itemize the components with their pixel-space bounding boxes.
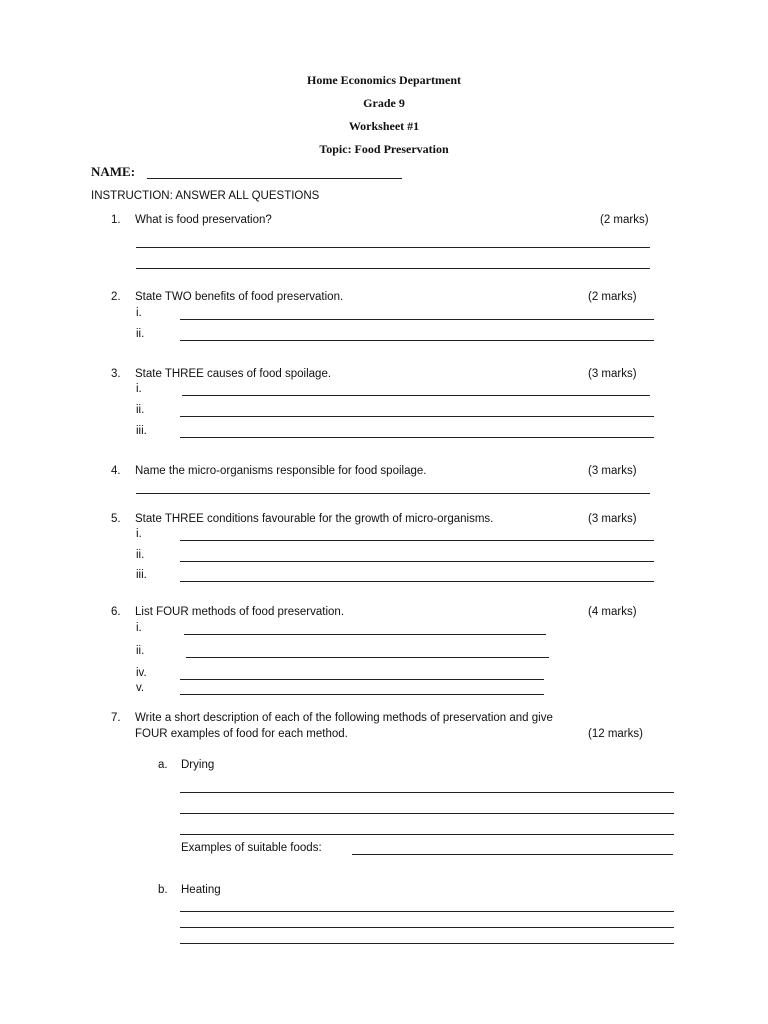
question-text: List FOUR methods of food preservation. bbox=[135, 606, 345, 618]
item-label: i. bbox=[136, 307, 142, 319]
instruction: INSTRUCTION: ANSWER ALL QUESTIONS bbox=[91, 190, 320, 202]
answer-line[interactable] bbox=[180, 813, 674, 814]
question-number: 1. bbox=[111, 214, 121, 226]
answer-line[interactable] bbox=[136, 268, 650, 269]
worksheet-title: Worksheet #1 bbox=[348, 119, 420, 133]
item-label: iii. bbox=[136, 569, 147, 581]
examples-label: Examples of suitable foods: bbox=[181, 842, 322, 854]
part-label-drying: Drying bbox=[181, 759, 215, 771]
name-field[interactable] bbox=[147, 178, 402, 179]
answer-line[interactable] bbox=[180, 319, 654, 320]
item-label: i. bbox=[136, 383, 142, 395]
answer-line[interactable] bbox=[180, 437, 654, 438]
answer-line[interactable] bbox=[180, 561, 654, 562]
item-label: i. bbox=[136, 528, 142, 540]
marks: (3 marks) bbox=[588, 513, 637, 525]
question-number: 4. bbox=[111, 465, 121, 477]
marks: (2 marks) bbox=[600, 214, 649, 226]
question-text: Name the micro-organisms responsible for food spoilage. bbox=[135, 465, 427, 477]
question-text: State THREE conditions favourable for the growth of micro-organisms. bbox=[135, 513, 494, 525]
answer-line[interactable] bbox=[186, 657, 549, 658]
question-text: State THREE causes of food spoilage. bbox=[135, 368, 332, 380]
marks: (3 marks) bbox=[588, 368, 637, 380]
answer-line[interactable] bbox=[180, 927, 674, 928]
item-label: v. bbox=[136, 682, 145, 694]
answer-line[interactable] bbox=[180, 416, 654, 417]
part-letter: b. bbox=[158, 884, 168, 896]
question-text: What is food preservation? bbox=[135, 214, 272, 226]
topic-title: Topic: Food Preservation bbox=[319, 142, 449, 156]
item-label: ii. bbox=[136, 645, 145, 657]
answer-line[interactable] bbox=[180, 943, 674, 944]
answer-line[interactable] bbox=[180, 792, 674, 793]
question-text: State TWO benefits of food preservation. bbox=[135, 291, 344, 303]
answer-line[interactable] bbox=[180, 834, 674, 835]
part-label-heating: Heating bbox=[181, 884, 221, 896]
answer-line[interactable] bbox=[180, 581, 654, 582]
answer-line[interactable] bbox=[180, 679, 544, 680]
grade-title: Grade 9 bbox=[363, 96, 405, 110]
question-number: 6. bbox=[111, 606, 121, 618]
item-label: ii. bbox=[136, 328, 145, 340]
examples-answer-line[interactable] bbox=[352, 854, 673, 855]
answer-line[interactable] bbox=[180, 694, 544, 695]
question-number: 7. bbox=[111, 712, 121, 724]
question-number: 3. bbox=[111, 368, 121, 380]
answer-line[interactable] bbox=[180, 340, 654, 341]
marks: (3 marks) bbox=[588, 465, 637, 477]
item-label: ii. bbox=[136, 549, 145, 561]
question-text: FOUR examples of food for each method. bbox=[135, 728, 348, 740]
item-label: iii. bbox=[136, 425, 147, 437]
answer-line[interactable] bbox=[136, 493, 650, 494]
item-label: ii. bbox=[136, 404, 145, 416]
answer-line[interactable] bbox=[184, 634, 546, 635]
question-text: Write a short description of each of the following methods of preservation and give bbox=[135, 712, 553, 724]
answer-line[interactable] bbox=[182, 395, 650, 396]
marks: (12 marks) bbox=[588, 728, 643, 740]
marks: (4 marks) bbox=[588, 606, 637, 618]
item-label: i. bbox=[136, 622, 142, 634]
item-label: iv. bbox=[136, 667, 147, 679]
answer-line[interactable] bbox=[180, 540, 654, 541]
marks: (2 marks) bbox=[588, 291, 637, 303]
part-letter: a. bbox=[158, 759, 168, 771]
department-title: Home Economics Department bbox=[307, 73, 461, 87]
answer-line[interactable] bbox=[136, 247, 650, 248]
question-number: 2. bbox=[111, 291, 121, 303]
name-label: NAME: bbox=[91, 164, 136, 179]
question-number: 5. bbox=[111, 513, 121, 525]
answer-line[interactable] bbox=[180, 911, 674, 912]
